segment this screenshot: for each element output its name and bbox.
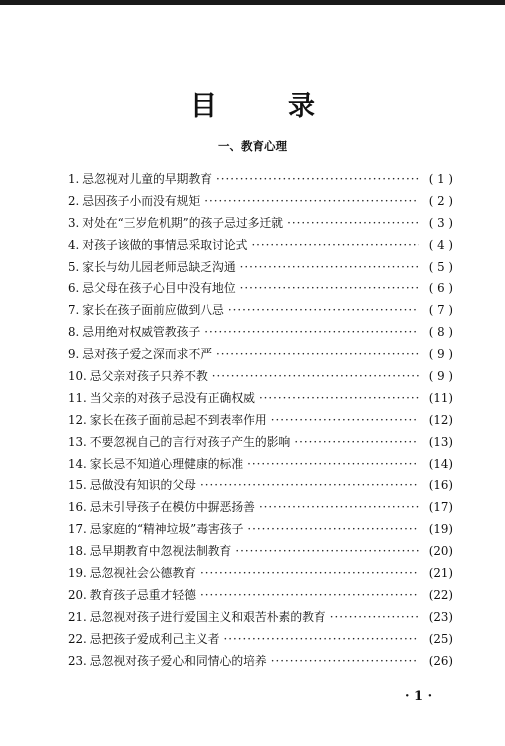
toc-entry-page: (16)	[428, 478, 453, 493]
toc-dot-leader	[287, 213, 419, 235]
toc-entry-page: ( 9 )	[428, 347, 453, 362]
toc-entry-number: 19.	[68, 566, 87, 581]
toc-dot-leader	[259, 388, 419, 410]
toc-entry-title: 忌父亲对孩子只养不教	[89, 369, 208, 384]
toc-entry-number: 22.	[68, 631, 87, 646]
toc-entry-page: (19)	[428, 522, 453, 537]
toc-dot-leader	[228, 300, 419, 322]
toc-entry-title: 忌把孩子爱成利己主义者	[89, 631, 220, 646]
toc-entry[interactable]	[68, 278, 453, 300]
toc-entry[interactable]	[68, 235, 453, 257]
toc-entry-title: 忌忽视对孩子爱心和同情心的培养	[89, 653, 267, 668]
toc-dot-leader	[216, 169, 419, 191]
toc-dot-leader	[247, 454, 419, 476]
toc-entry-title: 对处在“三岁危机期”的孩子忌过多迁就	[82, 215, 284, 230]
toc-entry[interactable]	[68, 651, 453, 673]
toc-entry-page: ( 7 )	[428, 303, 453, 318]
toc-entry-number: 3.	[68, 215, 80, 230]
table-of-contents	[68, 169, 453, 672]
toc-dot-leader	[240, 257, 419, 279]
toc-dot-leader	[247, 519, 419, 541]
toc-entry-number: 4.	[68, 237, 80, 252]
toc-entry-page: (20)	[428, 544, 453, 559]
toc-entry-number: 18.	[68, 544, 87, 559]
toc-entry-page: (14)	[428, 456, 453, 471]
toc-dot-leader	[212, 366, 419, 388]
toc-entry-number: 1.	[68, 172, 80, 186]
toc-entry-page: (23)	[428, 609, 453, 624]
toc-entry[interactable]	[68, 300, 453, 322]
toc-entry-title: 家长与幼儿园老师忌缺乏沟通	[82, 259, 236, 274]
toc-entry-number: 11.	[68, 390, 87, 405]
toc-entry-number: 16.	[68, 500, 87, 515]
toc-entry-number: 14.	[68, 456, 87, 471]
toc-dot-leader	[216, 344, 419, 366]
toc-entry-title: 不要忽视自己的言行对孩子产生的影响	[89, 434, 291, 449]
toc-entry-page: ( 1 )	[428, 172, 453, 186]
toc-entry-title: 忌因孩子小而没有规矩	[82, 193, 201, 208]
page-number: · 1 ·	[405, 689, 433, 704]
toc-entry-title: 教育孩子忌重才轻德	[89, 587, 196, 602]
toc-entry[interactable]	[68, 541, 453, 563]
top-border-rule	[0, 0, 505, 5]
toc-entry-number: 13.	[68, 434, 87, 449]
toc-entry-number: 9.	[68, 347, 80, 362]
toc-entry-number: 20.	[68, 587, 87, 602]
toc-entry-page: ( 6 )	[428, 281, 453, 296]
toc-entry[interactable]	[68, 213, 453, 235]
toc-entry-title: 家长在孩子面前忌起不到表率作用	[89, 412, 267, 427]
toc-entry-number: 23.	[68, 653, 87, 668]
toc-dot-leader	[200, 563, 419, 585]
toc-entry[interactable]	[68, 563, 453, 585]
toc-entry-page: (12)	[428, 412, 453, 427]
toc-dot-leader	[240, 278, 419, 300]
toc-entry-number: 6.	[68, 281, 80, 296]
toc-entry-number: 8.	[68, 325, 80, 340]
toc-entry-title: 对孩子该做的事情忌采取讨论式	[82, 237, 248, 252]
toc-entry-title: 忌早期教育中忽视法制教育	[89, 544, 232, 559]
toc-entry[interactable]	[68, 366, 453, 388]
section-heading: 一、教育心理	[218, 139, 287, 153]
toc-entry-page: (25)	[428, 631, 453, 646]
toc-dot-leader	[271, 651, 419, 673]
toc-entry-number: 15.	[68, 478, 87, 493]
toc-entry-title: 家长忌不知道心理健康的标准	[89, 456, 244, 471]
toc-dot-leader	[204, 322, 419, 344]
toc-entry-page: (22)	[428, 587, 453, 602]
toc-entry-number: 7.	[68, 303, 80, 318]
toc-dot-leader	[330, 607, 419, 629]
toc-entry-page: ( 2 )	[428, 193, 453, 208]
toc-entry[interactable]	[68, 388, 453, 410]
toc-entry-page: (17)	[428, 500, 453, 515]
toc-entry-page: (11)	[428, 390, 453, 405]
toc-entry-number: 12.	[68, 412, 87, 427]
toc-entry[interactable]	[68, 191, 453, 213]
toc-entry-page: ( 4 )	[428, 237, 453, 252]
toc-entry[interactable]	[68, 432, 453, 454]
toc-entry[interactable]	[68, 454, 453, 476]
toc-entry[interactable]	[68, 169, 453, 191]
toc-entry-title: 忌做没有知识的父母	[89, 478, 196, 493]
toc-entry[interactable]	[68, 344, 453, 366]
toc-entry[interactable]	[68, 629, 453, 651]
toc-entry-title: 忌对孩子爱之深而求不严	[82, 347, 213, 362]
toc-entry[interactable]	[68, 322, 453, 344]
toc-dot-leader	[259, 497, 419, 519]
toc-dot-leader	[251, 235, 419, 257]
toc-dot-leader	[271, 410, 419, 432]
toc-entry-page: ( 3 )	[428, 215, 453, 230]
toc-entry-page: (21)	[428, 566, 453, 581]
toc-entry-title: 忌父母在孩子心目中没有地位	[82, 281, 236, 296]
toc-entry-title: 家长在孩子面前应做到八忌	[82, 303, 224, 318]
toc-entry-number: 21.	[68, 609, 87, 624]
toc-entry-title: 忌忽视社会公德教育	[89, 566, 196, 581]
toc-entry[interactable]	[68, 257, 453, 279]
toc-dot-leader	[224, 629, 419, 651]
toc-entry-title: 忌忽视对儿童的早期教育	[82, 172, 213, 186]
toc-entry-page: ( 9 )	[428, 369, 453, 384]
toc-entry-page: ( 8 )	[428, 325, 453, 340]
toc-entry[interactable]	[68, 497, 453, 519]
toc-entry-page: ( 5 )	[428, 259, 453, 274]
page-title: 目 录	[190, 91, 337, 122]
toc-entry-title: 忌忽视对孩子进行爱国主义和艰苦朴素的教育	[89, 609, 326, 624]
toc-entry[interactable]	[68, 519, 453, 541]
toc-entry-number: 17.	[68, 522, 87, 537]
toc-entry-page: (13)	[428, 434, 453, 449]
toc-entry[interactable]	[68, 410, 453, 432]
toc-dot-leader	[294, 432, 419, 454]
toc-entry-title: 忌用绝对权威管教孩子	[82, 325, 201, 340]
toc-entry-title: 忌未引导孩子在模仿中摒恶扬善	[89, 500, 255, 515]
toc-dot-leader	[204, 191, 419, 213]
toc-dot-leader	[235, 541, 419, 563]
toc-entry-number: 2.	[68, 193, 80, 208]
toc-entry-number: 5.	[68, 259, 80, 274]
toc-entry-title: 当父亲的对孩子忌没有正确权威	[89, 390, 255, 405]
toc-entry[interactable]	[68, 607, 453, 629]
toc-entry[interactable]	[68, 585, 453, 607]
toc-entry-title: 忌家庭的“精神垃圾”毒害孩子	[89, 522, 244, 537]
toc-entry-page: (26)	[428, 653, 453, 668]
toc-dot-leader	[200, 475, 419, 497]
toc-entry[interactable]	[68, 475, 453, 497]
toc-dot-leader	[200, 585, 419, 607]
toc-entry-number: 10.	[68, 369, 87, 384]
